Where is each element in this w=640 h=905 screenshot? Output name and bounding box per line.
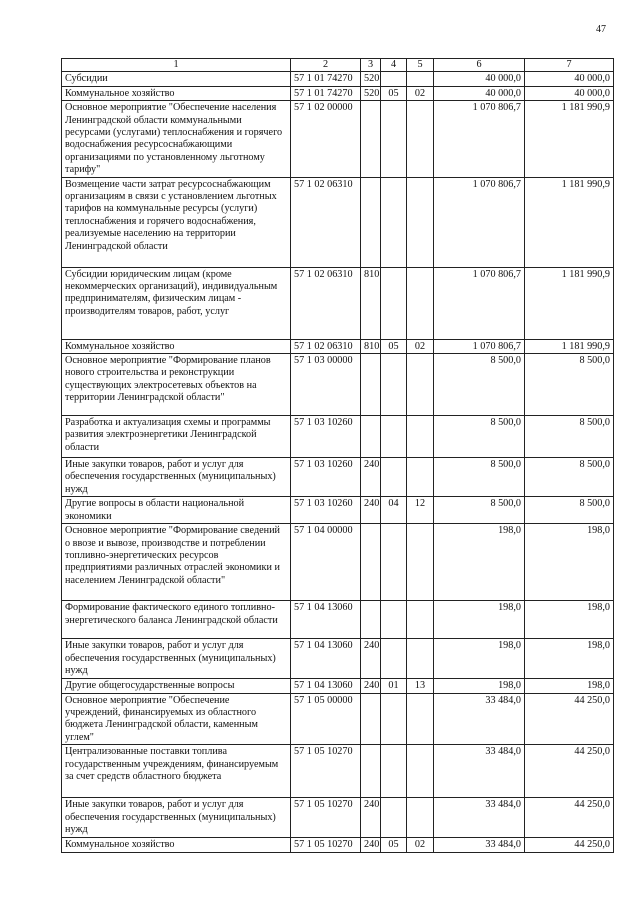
row-col5: 13: [407, 679, 434, 693]
row-code: 57 1 04 13060: [291, 601, 361, 639]
row-code: 57 1 02 00000: [291, 101, 361, 177]
table-row: [62, 416, 614, 458]
row-name: Основное мероприятие "Обеспечение населения Ленинградской области коммунальными ресурсами (услугами) теплоснабжения и горячего водоснабжения ресурсоснабжающими организациями по установленному льготному тарифу": [62, 101, 291, 177]
row-name: Другие общегосударственные вопросы: [62, 679, 291, 693]
table-row: [62, 72, 614, 86]
row-col7: 1 181 990,9: [525, 101, 614, 177]
row-col5: [407, 416, 434, 458]
row-col4: 05: [381, 838, 407, 852]
row-col6: 198,0: [434, 524, 525, 601]
row-col5: 02: [407, 86, 434, 100]
row-col7: 1 181 990,9: [525, 267, 614, 339]
row-col5: [407, 601, 434, 639]
row-col5: [407, 798, 434, 838]
table-row: [62, 693, 614, 745]
row-col3: [361, 354, 381, 416]
row-col7: 1 181 990,9: [525, 177, 614, 267]
row-col6: 40 000,0: [434, 72, 525, 86]
row-col6: 40 000,0: [434, 86, 525, 100]
row-code: 57 1 01 74270: [291, 72, 361, 86]
row-col7: 198,0: [525, 639, 614, 679]
header-cell: 2: [291, 59, 361, 72]
table-row: [62, 745, 614, 798]
header-cell: 3: [361, 59, 381, 72]
row-col3: [361, 693, 381, 745]
row-col6: 198,0: [434, 639, 525, 679]
row-col3: [361, 177, 381, 267]
row-name: Субсидии: [62, 72, 291, 86]
row-code: 57 1 02 06310: [291, 177, 361, 267]
row-col4: 05: [381, 86, 407, 100]
row-code: 57 1 05 00000: [291, 693, 361, 745]
row-col6: 1 070 806,7: [434, 267, 525, 339]
row-code: 57 1 03 10260: [291, 416, 361, 458]
row-col4: [381, 639, 407, 679]
row-code: 57 1 02 06310: [291, 339, 361, 353]
row-col6: 8 500,0: [434, 354, 525, 416]
row-col5: [407, 693, 434, 745]
table-row: [62, 177, 614, 267]
row-col3: 520: [361, 72, 381, 86]
row-col5: [407, 639, 434, 679]
row-col6: 1 070 806,7: [434, 101, 525, 177]
row-col3: 240: [361, 497, 381, 524]
row-code: 57 1 04 13060: [291, 639, 361, 679]
row-col6: 33 484,0: [434, 798, 525, 838]
table-row: [62, 601, 614, 639]
row-code: 57 1 03 00000: [291, 354, 361, 416]
row-col4: [381, 601, 407, 639]
row-col7: 44 250,0: [525, 745, 614, 798]
row-col5: [407, 354, 434, 416]
row-col5: [407, 177, 434, 267]
row-col3: 240: [361, 639, 381, 679]
row-col4: [381, 458, 407, 497]
row-name: Коммунальное хозяйство: [62, 838, 291, 852]
row-col4: [381, 354, 407, 416]
row-col3: 240: [361, 838, 381, 852]
row-col5: 02: [407, 838, 434, 852]
row-col4: [381, 72, 407, 86]
table-header-row: [62, 59, 614, 72]
table-row: [62, 838, 614, 852]
header-cell: 6: [434, 59, 525, 72]
table-row: [62, 458, 614, 497]
row-name: Коммунальное хозяйство: [62, 339, 291, 353]
table-row: [62, 267, 614, 339]
row-col6: 198,0: [434, 601, 525, 639]
row-col7: 198,0: [525, 524, 614, 601]
row-col3: [361, 601, 381, 639]
row-col6: 33 484,0: [434, 745, 525, 798]
row-col3: 240: [361, 458, 381, 497]
row-col7: 44 250,0: [525, 693, 614, 745]
table-row: [62, 86, 614, 100]
table-row: [62, 101, 614, 177]
row-col5: [407, 745, 434, 798]
row-code: 57 1 03 10260: [291, 497, 361, 524]
row-col6: 8 500,0: [434, 497, 525, 524]
table-row: [62, 497, 614, 524]
row-col4: 05: [381, 339, 407, 353]
row-col6: 1 070 806,7: [434, 339, 525, 353]
row-code: 57 1 02 06310: [291, 267, 361, 339]
row-col4: 04: [381, 497, 407, 524]
row-col5: 02: [407, 339, 434, 353]
row-col4: [381, 101, 407, 177]
row-name: Другие вопросы в области национальной экономики: [62, 497, 291, 524]
row-code: 57 1 03 10260: [291, 458, 361, 497]
row-col7: 44 250,0: [525, 798, 614, 838]
row-code: 57 1 05 10270: [291, 798, 361, 838]
row-name: Формирование фактического единого топливно-энергетического баланса Ленинградской области: [62, 601, 291, 639]
row-col4: [381, 177, 407, 267]
row-col3: [361, 745, 381, 798]
header-cell: 7: [525, 59, 614, 72]
table-row: [62, 339, 614, 353]
row-col3: [361, 416, 381, 458]
row-name: Централизованные поставки топлива государственным учреждениям, финансируемым за счет средств областного бюджета: [62, 745, 291, 798]
row-name: Разработка и актуализация схемы и программы развития электроэнергетики Ленинградской области: [62, 416, 291, 458]
row-col5: [407, 101, 434, 177]
header-cell: 1: [62, 59, 291, 72]
row-col7: 8 500,0: [525, 416, 614, 458]
row-col6: 1 070 806,7: [434, 177, 525, 267]
row-col4: [381, 693, 407, 745]
row-col4: [381, 267, 407, 339]
row-code: 57 1 01 74270: [291, 86, 361, 100]
row-name: Иные закупки товаров, работ и услуг для обеспечения государственных (муниципальных) нужд: [62, 798, 291, 838]
row-col3: 240: [361, 798, 381, 838]
row-code: 57 1 05 10270: [291, 838, 361, 852]
row-col6: 33 484,0: [434, 693, 525, 745]
row-col5: [407, 72, 434, 86]
row-col4: 01: [381, 679, 407, 693]
row-name: Коммунальное хозяйство: [62, 86, 291, 100]
row-name: Субсидии юридическим лицам (кроме некоммерческих организаций), индивидуальным предпринимателям, физическим лицам - производителям товаров, работ, услуг: [62, 267, 291, 339]
row-name: Иные закупки товаров, работ и услуг для обеспечения государственных (муниципальных) нужд: [62, 639, 291, 679]
row-col3: 240: [361, 679, 381, 693]
table-row: [62, 798, 614, 838]
row-code: 57 1 04 13060: [291, 679, 361, 693]
header-cell: 4: [381, 59, 407, 72]
row-code: 57 1 05 10270: [291, 745, 361, 798]
table-row: [62, 639, 614, 679]
row-col7: 40 000,0: [525, 72, 614, 86]
table-row: [62, 524, 614, 601]
row-col6: 33 484,0: [434, 838, 525, 852]
row-name: Основное мероприятие "Формирование планов нового строительства и реконструкции существующих электросетевых объектов на территории Ленинградской области": [62, 354, 291, 416]
row-col4: [381, 524, 407, 601]
row-col4: [381, 798, 407, 838]
row-name: Основное мероприятие "Формирование сведений о ввозе и вывозе, производстве и потреблении топливно-энергетических ресурсов предприятиями различных отраслей экономики и населением Ленинградской области": [62, 524, 291, 601]
row-col3: 810: [361, 339, 381, 353]
row-col3: [361, 101, 381, 177]
row-name: Основное мероприятие "Обеспечение учреждений, финансируемых из областного бюджета Ленинградской области, каменным углем": [62, 693, 291, 745]
row-col4: [381, 416, 407, 458]
header-cell: 5: [407, 59, 434, 72]
table-row: [62, 354, 614, 416]
row-col3: 810: [361, 267, 381, 339]
row-col7: 8 500,0: [525, 497, 614, 524]
row-col7: 198,0: [525, 601, 614, 639]
row-col7: 1 181 990,9: [525, 339, 614, 353]
row-col3: 520: [361, 86, 381, 100]
row-col5: [407, 458, 434, 497]
row-col3: [361, 524, 381, 601]
row-col7: 8 500,0: [525, 354, 614, 416]
row-col7: 40 000,0: [525, 86, 614, 100]
row-name: Иные закупки товаров, работ и услуг для обеспечения государственных (муниципальных) нужд: [62, 458, 291, 497]
row-name: Возмещение части затрат ресурсоснабжающим организациям в связи с установлением льготных тарифов на коммунальные ресурсы (услуги) теплоснабжения и горячего водоснабжения, реализуемые населению на территории Ленинградской области: [62, 177, 291, 267]
row-col6: 8 500,0: [434, 458, 525, 497]
row-col5: 12: [407, 497, 434, 524]
row-col7: 44 250,0: [525, 838, 614, 852]
budget-table: [61, 58, 614, 853]
row-col7: 198,0: [525, 679, 614, 693]
row-col5: [407, 524, 434, 601]
row-col6: 8 500,0: [434, 416, 525, 458]
row-col5: [407, 267, 434, 339]
row-code: 57 1 04 00000: [291, 524, 361, 601]
table-row: [62, 679, 614, 693]
row-col7: 8 500,0: [525, 458, 614, 497]
row-col6: 198,0: [434, 679, 525, 693]
row-col4: [381, 745, 407, 798]
page-number: 47: [596, 24, 606, 35]
